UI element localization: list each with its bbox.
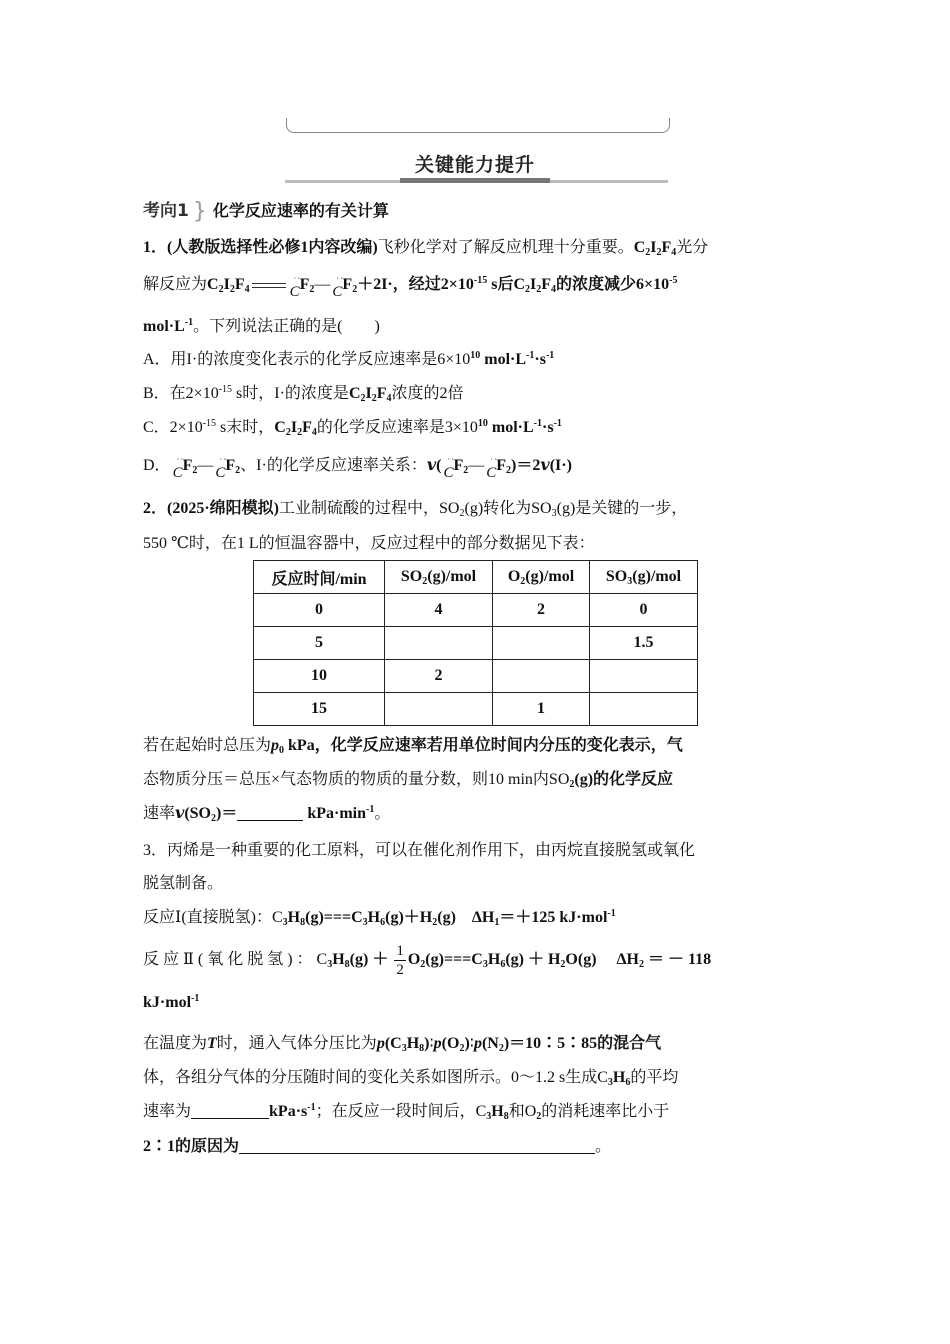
table-header-cell: $SO_3(g)$/mol	[590, 561, 698, 594]
q2-line-2: 550 ℃时，在1 L的恒温容器中，反应过程中的部分数据见下表：	[143, 535, 595, 552]
table-header-row	[254, 561, 698, 594]
table-row	[254, 594, 698, 627]
equilibrium-arrow-icon	[250, 280, 288, 290]
table-cell: 15	[254, 693, 385, 726]
table-cell	[385, 627, 493, 660]
table-cell	[590, 660, 698, 693]
section-title: 关键能力提升	[414, 154, 535, 176]
table-cell: 0	[590, 594, 698, 627]
q2-para-line-3: 速率$v(SO_2)= kPa\cdot\min^{-1}$。	[143, 803, 391, 824]
fraction-half: $\frac{1}{2}$	[396, 943, 404, 978]
table-header-cell: $SO_2(g)$/mol	[385, 561, 493, 594]
table-row	[254, 693, 698, 726]
table-cell	[590, 693, 698, 726]
table-cell: 4	[385, 594, 493, 627]
q1-option-c: C．$2\times 10^{-15}$ s末时，$C_2I_2F_4$的化学反应速率是$3\times 10^{10}$ $mol\cdot L^{-1}\cdot s^{-1}$	[143, 418, 562, 438]
table-row	[254, 660, 698, 693]
q1-line-2: 解反应为$C_2I_2F_4$ ·· $CF_2—$ ·· $CF_2+2I\cdot$，经过$2\times 10^{-15}$ s后$C_2I_2F_4$的浓度减少$6\times 10^{-5}$	[143, 274, 678, 300]
q1-option-a: A．用I·的浓度变化表示的化学反应速率是$6\times 10^{10}$ $mol\cdot L^{-1}\cdot s^{-1}$	[143, 350, 555, 368]
q3-reaction-1: 反应Ⅰ(直接脱氢)：$C_3H_8(g)===C_3H_6(g)+H_2(g)$ $\Delta H_1=+125$ kJ·mol$^{-1}$	[143, 908, 616, 928]
q2-para-line-2: 态物质分压＝总压×气态物质的物质的量分数，则10 min内$SO_2(g)$的化学反应	[143, 771, 674, 790]
kaoxiang-title: 化学反应速率的有关计算	[212, 201, 389, 220]
brace-icon: }	[192, 199, 207, 224]
q3-condition-line-2: 体，各组分气体的分压随时间的变化关系如图所示。0～1.2 s生成$C_3H_6$的平均	[143, 1069, 679, 1088]
q2-line-1: 2．(2025·绵阳模拟)工业制硫酸的过程中，$SO_2(g)$转化为$SO_3(g)$是关键的一步，	[143, 500, 688, 519]
q1-option-d: D． ·· $CF_2—$ ·· $CF_2$、I·的化学反应速率关系：v( ·· $CF_2—$ ·· $CF_2)=2v(I\cdot)$	[143, 455, 572, 481]
radical-carbon-1: ·· C	[289, 274, 301, 300]
q3-line-1: 3．丙烯是一种重要的化工原料，可以在催化剂作用下，由丙烷直接脱氢或氧化	[143, 842, 696, 859]
table-cell: 5	[254, 627, 385, 660]
data-table	[253, 560, 698, 726]
table-row	[254, 627, 698, 660]
q3-condition-line-1: 在温度为T时，通入气体分压比为$p(C_3H_8)∶p(O_2)∶p(N_2)=10∶5∶85$的混合气	[143, 1035, 662, 1054]
table-cell: 0	[254, 594, 385, 627]
table-header-cell: $O_2(g)$/mol	[493, 561, 590, 594]
kaoxiang-heading	[143, 196, 389, 224]
kaoxiang-tag: 考向1	[143, 201, 189, 221]
q3-reaction-2-unit: kJ·mol$^{-1}$	[143, 993, 200, 1011]
table-cell: 2	[385, 660, 493, 693]
answer-blank[interactable]	[191, 1102, 269, 1119]
radical-carbon-2: ·· C	[332, 274, 344, 300]
header-bracket-decoration	[286, 118, 670, 133]
q3-condition-line-4: 2∶1的原因为 。	[143, 1138, 612, 1155]
q1-option-b: B．在$2\times 10^{-15}$ s时，I·的浓度是$C_2I_2F_4$浓度的2倍	[143, 384, 464, 404]
title-underline-accent	[400, 178, 550, 183]
q1-line-3: $mol\cdot L^{-1}$。下列说法正确的是( )	[143, 317, 380, 335]
table-cell: 1	[493, 693, 590, 726]
q3-condition-line-3: 速率为 $kPa\cdot s^{-1}$；在反应一段时间后，$C_3H_8$和$O_2$的消耗速率比小于	[143, 1102, 670, 1122]
q3-reaction-2: 反 应 Ⅱ ( 氧 化 脱 氢 ) ： $C_3H_8(g)$ ＋ $\frac{1}{2}$ $O_2(g)===C_3H_6(g) + H_2O(g)$ $\Delta H_2$ ＝ － 118	[143, 943, 712, 978]
table-cell	[493, 660, 590, 693]
answer-blank[interactable]	[239, 1137, 595, 1154]
table-header-cell: 反应时间/min	[254, 561, 385, 594]
section-header	[285, 150, 668, 186]
table-cell	[385, 693, 493, 726]
answer-blank[interactable]	[237, 804, 303, 821]
table-cell	[493, 627, 590, 660]
q3-line-2: 脱氢制备。	[143, 875, 224, 892]
table-cell: 1.5	[590, 627, 698, 660]
q1-line-1: 1．(人教版选择性必修1内容改编)飞秒化学对了解反应机理十分重要。$C_2I_2F_4$光分	[143, 239, 709, 258]
table-cell: 2	[493, 594, 590, 627]
table-cell: 10	[254, 660, 385, 693]
q2-para-line-1: 若在起始时总压为$p_0$ kPa，化学反应速率若用单位时间内分压的变化表示，气	[143, 737, 683, 756]
